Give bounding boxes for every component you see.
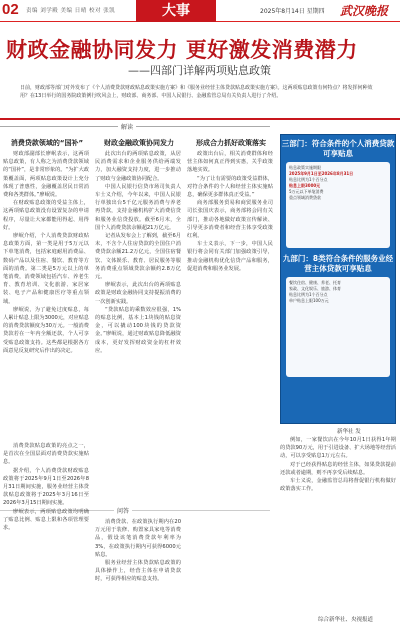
panel-box (286, 162, 390, 248)
paragraph: 中国人民银行信贷市场司负责人车士义介绍，今年以来，中国人民银行单独出台5千亿元服务消费与养老再贷款，支持金融机构扩大消费信贷和服务业信贷投放。截至6月末，全国个人消费贷款余额超21万亿元。 (95, 183, 181, 231)
panel-box (286, 277, 390, 377)
paragraph: 据介绍，个人消费贷款财政贴息政策将于2025年9月1日至2026年8月31日期间实施，服务业经营主体贷款贴息政策将于2025年3月16日至2026年3月15日期间实施。 (3, 467, 89, 507)
article-column (95, 150, 181, 506)
paragraph: 消费贷款、在政策执行期内在20万元用于装修、购置家具家电等消费品，假设该笔消费贷款年利率为3%，在政策执行期内可获得6000元贴息。 (95, 519, 181, 558)
article-column (280, 436, 396, 614)
issue-date: 2025年8月14日 星期四 (260, 8, 325, 15)
panel-title: 九部门：8类符合条件的服务业经营主体贷款可享贴息 (282, 254, 394, 273)
panel-title: 三部门：符合条件的个人消费贷款可享贴息 (281, 139, 395, 158)
lead-paragraph: 日前，财政部等部门对外发布了《个人消费贷款财政贴息政策实施方案》和《服务业经营主体贷款贴息政策实施方案》。这两项贴息政策有何特点？将发挥何种效用？在13日举行的国务院政策例行吹风会上，财政部、商务部、中国人民银行、金融监管总局有关负责人进行了介绍。 (20, 85, 373, 99)
panel-line: 贴息比例为1个百分点 (289, 177, 328, 182)
panel-line: 贴息上限3000元 (289, 183, 321, 188)
paragraph: 商务部服务贸易和商贸服务业司司长张国庆表示，商务部将会同有关部门，推动各地做好政策宣传解读、引导更多消费者和经营主体享受政策红利。 (187, 200, 273, 240)
panel-line: 贴息比例为1个百分点 (289, 292, 328, 297)
paragraph: 记者从发布会上了解到，截至6月末，不含个人住房贷款的全国住户消费贷款余额21.2万亿元，全国住宿餐饮、文体娱乐、教育、居民服务等服务消费重点领域贷款余额约2.8万亿元。 (95, 233, 181, 281)
masthead-logo: 武汉晚报 (340, 4, 389, 18)
infographic-panel (280, 134, 396, 424)
page-number: 02 (2, 1, 19, 18)
panel-line: 重点领域消费贷款 (289, 195, 321, 200)
panel-line: 2025年9月1日至2026年8月31日 (289, 171, 354, 176)
section-tab: 大事 (136, 0, 216, 22)
page-header (0, 0, 400, 22)
paragraph: “贷款贴息的乘数效应很强，1%的贴息比例，基本上1块钱的贴息资金，可以撬动100块钱的贷款资金。”廖岷说，通过财政贴息降低融资成本，更好发挥财政资金的杠杆效应。 (95, 306, 181, 354)
paragraph: 例如，一家餐饮店在今年10月1日获得1年期的贷款90万元，用于引进设备、扩大场地等经营活动，可以享受贴息1万元左右。 (280, 437, 396, 460)
main-headline: 财政金融协同发力 更好激发消费潜力 (6, 37, 358, 62)
paragraph: 廖岷说，为了避免过度贴息，每人累计贴息上限为3000元，对应贴息的消费贷款额度为30万元。一般消费贷款若在一年内全额还款，个人可享受贴息政策支持。这些都是根据各方面意见反复研究后作出的决定。 (3, 306, 89, 354)
panel-line: 餐饮住宿、健康、养老、托育 (289, 280, 341, 285)
paragraph: 消费贷款贴息政策的亮点之一，是首次在全国层面对消费贷款实施贴息。 (3, 443, 89, 466)
paragraph: 廖岷表示，两项贴息政策均明确了贴息比例、贴息上限和各项管理要求。 (3, 508, 89, 532)
paragraph: 车士义说，金融监管总局将督促银行机构做好政策落实工作。 (280, 478, 396, 493)
paragraph: “为了让有需要的政策受益群体，对符合条件的个人和经营主体实施贴息，确保更多群体真正受益。” (187, 175, 273, 199)
divider (0, 118, 400, 120)
paragraph: 服务业经营主体贷款贴息政策的具体操作上，经营主体在申请贷款时，可获得相应的贴息支持。 (95, 560, 181, 583)
panel-line: 家政、文化娱乐、旅游、体育 (289, 286, 341, 291)
article-column (3, 442, 89, 622)
column-title: 财政金融政策协同发力 (104, 139, 174, 147)
article-column (187, 150, 273, 506)
section-label: 解读 (118, 122, 136, 131)
section-label: 问答 (114, 506, 132, 515)
paragraph: 车士义表示，下一步，中国人民银行将会同有关部门加强政策引导，推动金融机构优化信贷产品和服务，促进消费和服务业发展。 (187, 241, 273, 272)
subheadline: ——四部门详解两项贴息政策 (128, 64, 271, 77)
paragraph: 在财政贴息政策的受益主体上，这两项贴息政策没有设置复杂的申请程序，尽量让大家都能用得起、用得好。 (3, 200, 89, 231)
panel-line: 5万元以下单笔消费 (289, 189, 324, 194)
column-title: 消费贷款领域的“国补” (10, 139, 84, 147)
paragraph: 此次出台的两项贴息政策，从居民消费需求和企业服务供给两端发力，加大融资支持力度，进一步推动了财政与金融政策协同配合。 (95, 151, 181, 182)
paragraph: 廖岷表示，此次出台的两项贴息政策是财政金融协同支持提振消费的一次创新实践。 (95, 282, 181, 305)
paragraph: 廖岷介绍，个人消费贷款财政贴息政策方面，第一类是用于5万元以下单笔消费，包括家庭耐用消费品、数码产品以及住宿、餐饮、教育等方面的消费。第二类是5万元以上的单笔消费，消费领域包括汽车、养老生育、教育培训、文化旅游、家居家装、电子产品和健康医疗等重点领域。 (3, 233, 89, 305)
panel-line: 单户贴息上限100万元 (289, 298, 329, 303)
paragraph: 财政部副部长廖岷表示，这两项贴息政策，有人称之为消费贷款领域的“国补”，是非常形象的。“为扩大政策覆盖面，两项贴息政策设计上充分体现了普惠性，金融覆盖居民日常消费和各类群体。”廖岷说。 (3, 151, 89, 199)
panel-credit: 新华社 发 (337, 429, 361, 435)
editor-credits: 责编 刘学殿 美编 日晴 校对 张凯 (26, 8, 116, 14)
panel-line: 贴息政策实施期限 (289, 165, 321, 170)
paragraph: 政策出台后，相关消费群体和经营主体如何真正得到实惠，关乎政策落地实效。 (187, 151, 273, 174)
column-title: 形成合力抓好政策落实 (196, 139, 266, 147)
article-credit: 综合新华社、央视报道 (318, 617, 374, 623)
article-column (95, 518, 181, 622)
paragraph: 对于已经获得贴息的经营主体，如果贷款提前还款或者逾期，则不再享受后续贴息。 (280, 461, 396, 476)
